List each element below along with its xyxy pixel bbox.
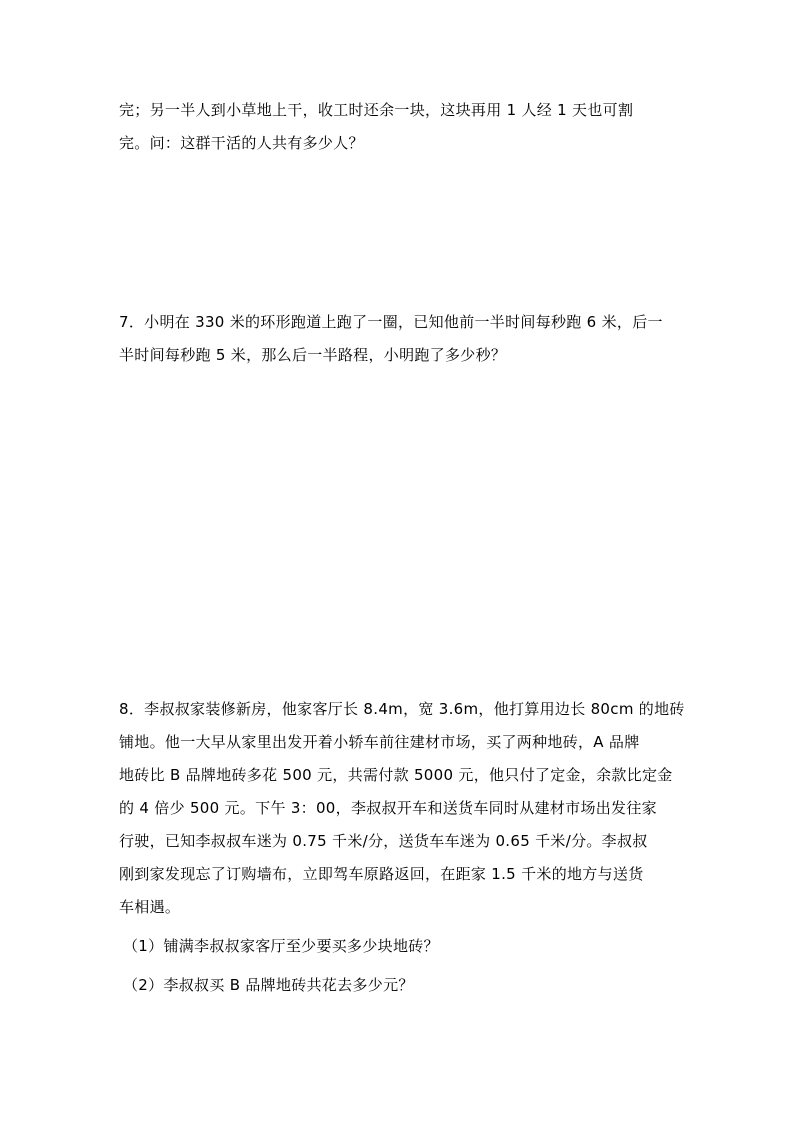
q6-line-1: 完；另一半人到小草地上干，收工时还余一块，这块再用 1 人经 1 天也可割 bbox=[119, 101, 634, 119]
q8-line-3: 地砖比 B 品牌地砖多花 500 元，共需付款 5000 元，他只付了定金，余款比定金 bbox=[119, 766, 673, 784]
q8-line-1: 8．李叔叔家装修新房，他家客厅长 8.4m，宽 3.6m，他打算用边长 80cm 的地砖 bbox=[119, 700, 685, 718]
q8-line-7: 车相遇。 bbox=[119, 898, 181, 916]
q8-line-2: 铺地。他一大早从家里出发开着小轿车前往建材市场，买了两种地砖，A 品牌 bbox=[119, 733, 640, 751]
q8-subquestion-1: （1）铺满李叔叔家客厅至少要买多少块地砖？ bbox=[123, 937, 439, 955]
q6-line-2: 完。问：这群干活的人共有多少人？ bbox=[119, 134, 364, 152]
q8-subquestion-2: （2）李叔叔买 B 品牌地砖共花去多少元？ bbox=[123, 976, 414, 994]
q7-line-1: 7．小明在 330 米的环形跑道上跑了一圈，已知他前一半时间每秒跑 6 米，后一 bbox=[119, 313, 663, 331]
q8-line-6: 刚到家发现忘了订购墙布，立即驾车原路返回，在距家 1.5 千米的地方与送货 bbox=[119, 865, 644, 883]
q8-line-5: 行驶，已知李叔叔车迷为 0.75 千米/分，送货车车迷为 0.65 千米/分。李叔叔 bbox=[119, 832, 648, 850]
q7-line-2: 半时间每秒跑 5 米，那么后一半路程，小明跑了多少秒？ bbox=[119, 346, 507, 364]
q8-line-4: 的 4 倍少 500 元。下午 3：00，李叔叔开车和送货车同时从建材市场出发往家 bbox=[119, 799, 657, 817]
